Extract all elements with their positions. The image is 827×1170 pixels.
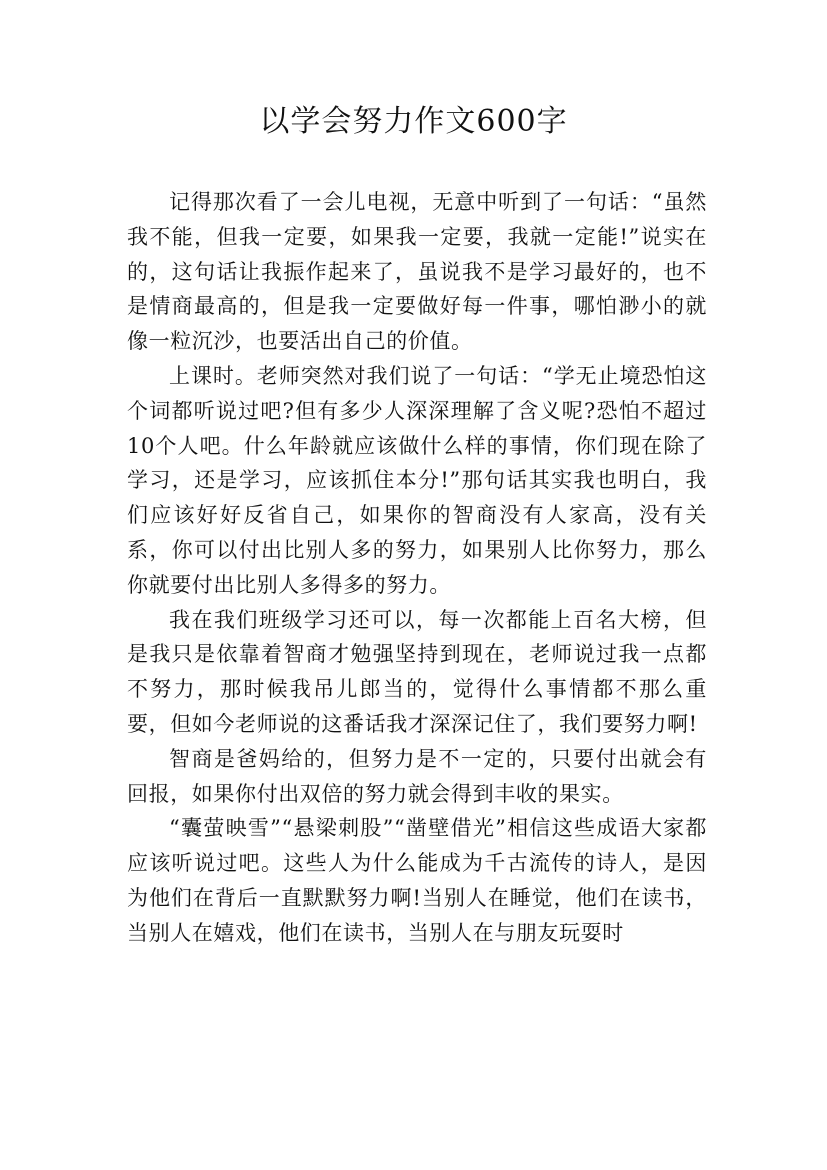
document-body <box>127 185 707 951</box>
paragraph-2: 上课时。老师突然对我们说了一句话：“学无止境恐怕这个词都听说过吧?但有多少人深深理解了含义呢?恐怕不超过10个人吧。什么年龄就应该做什么样的事情，你们现在除了学习，还是学习，应该抓住本分!”那句话其实我也明白，我们应该好好反省自己，如果你的智商没有人家高，没有关系，你可以付出比别人多的努力，如果别人比你努力，那么你就要付出比别人多得多的努力。 <box>127 363 707 597</box>
paragraph-1: 记得那次看了一会儿电视，无意中听到了一句话：“虽然我不能，但我一定要，如果我一定要，我就一定能!”说实在的，这句话让我振作起来了，虽说我不是学习最好的，也不是情商最高的，但是我一定要做好每一件事，哪怕渺小的就像一粒沉沙，也要活出自己的价值。 <box>127 190 707 354</box>
paragraph-3: 我在我们班级学习还可以，每一次都能上百名大榜，但是我只是依靠着智商才勉强坚持到现在，老师说过我一点都不努力，那时候我吊儿郎当的，觉得什么事情都不那么重要，但如今老师说的这番话我才深深记住了，我们要努力啊! <box>127 607 707 736</box>
paragraph-4: 智商是爸妈给的，但努力是不一定的，只要付出就会有回报，如果你付出双倍的努力就会得到丰收的果实。 <box>127 746 707 806</box>
document-title: 以学会努力作文600字 <box>259 104 568 139</box>
paragraph-5: “囊萤映雪”“悬梁刺股”“凿壁借光”相信这些成语大家都应该听说过吧。这些人为什么能成为千古流传的诗人，是因为他们在背后一直默默努力啊!当别人在睡觉，他们在读书，当别人在嬉戏，他们在读书，当别人在与朋友玩耍时 <box>127 816 707 945</box>
